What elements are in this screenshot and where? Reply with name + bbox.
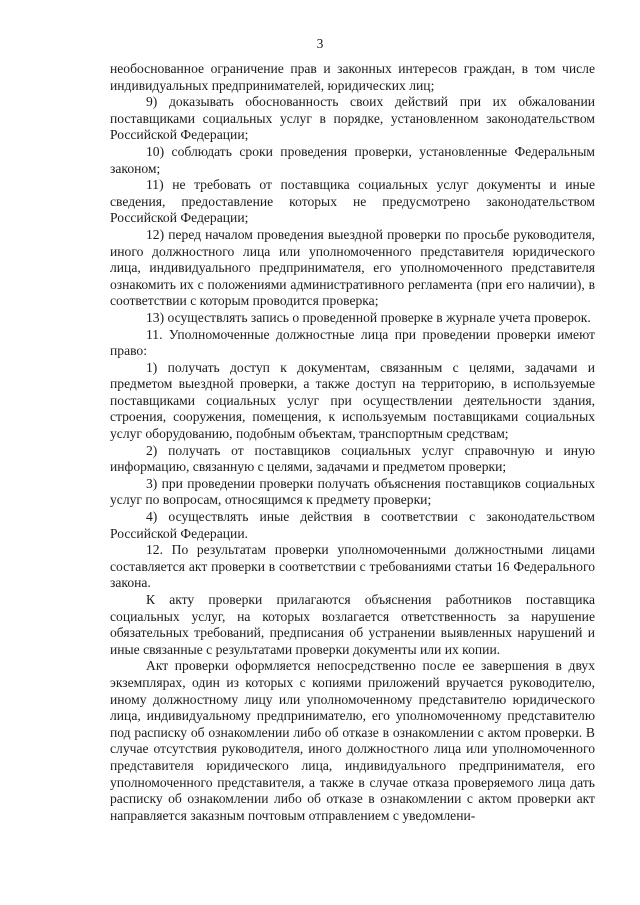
right-item-2: 2) получать от поставщиков социальных услуг справочную и иную информацию, связанную с целями, задачами и предметом проверки; (110, 442, 595, 475)
paragraph-continuation: необоснованное ограничение прав и законных интересов граждан, в том числе индивидуальных предпринимателей, юридических лиц; (110, 61, 595, 93)
duty-item-11: 11) не требовать от поставщика социальных услуг документы и иные сведения, предоставление которых не предусмотрено законодательством Российской Федерации; (110, 177, 595, 226)
right-item-3: 3) при проведении проверки получать объяснения поставщиков социальных услуг по вопросам, относящимся к предмету проверки; (110, 475, 595, 508)
document-body (110, 61, 595, 824)
duty-item-12: 12) перед началом проведения выездной проверки по просьбе руководителя, иного должностного лица или уполномоченного представителя юридического лица, индивидуального предпринимателя, его уполномоченного представителя ознакомить их с положениями административного регламента (при его наличии), в соответствии с которым проводится проверка; (110, 226, 595, 309)
right-item-4: 4) осуществлять иные действия в соответствии с законодательством Российской Федерации. (110, 509, 595, 541)
act-procedure-paragraph: Акт проверки оформляется непосредственно после ее завершения в двух экземплярах, один из которых с копиями приложений вручается руководителю, иному должностному лицу или уполномоченному представителю юридического лица, индивидуальному предпринимателю, его уполномоченному представителю под расписку об ознакомлении либо об отказе в ознакомлении с актом проверки. В случае отсутствия руководителя, иного должностного лица или уполномоченного представителя юридического лица, индивидуального предпринимателя, его уполномоченного представителя, а также в случае отказа проверяемого лица дать расписку об ознакомлении либо об отказе в ознакомлении с актом проверки акт направляется заказным почтовым отправлением с уведомлени- (110, 658, 595, 823)
duty-item-10: 10) соблюдать сроки проведения проверки, установленные Федеральным законом; (110, 143, 595, 176)
section-12-paragraph: 12. По результатам проверки уполномоченными должностными лицами составляется акт проверки в соответствии с требованиями статьи 16 Федерального закона. (110, 542, 595, 591)
duty-item-9: 9) доказывать обоснованность своих действий при их обжаловании поставщиками социальных услуг в порядке, установленном законодательством Российской Федерации; (110, 94, 595, 143)
duty-item-13: 13) осуществлять запись о проведенной проверке в журнале учета проверок. (146, 309, 591, 325)
page-number: 3 (316, 36, 324, 51)
right-item-1: 1) получать доступ к документам, связанным с целями, задачами и предметом выездной проверки, а также доступ на территорию, в используемые поставщиками социальных услуг при осуществлении деятельности здания, строения, сооружения, помещения, к используемым поставщиками социальных услуг оборудованию, подобным объектам, транспортным средствам; (110, 359, 595, 442)
section-11-heading: 11. Уполномоченные должностные лица при проведении проверки имеют право: (110, 326, 595, 359)
attachments-paragraph: К акту проверки прилагаются объяснения работников поставщика социальных услуг, на которых возлагается ответственность за нарушение обязательных требований, предписания об устранении выявленных нарушений и иные связанные с результатами проверки документы или их копии. (110, 592, 595, 657)
